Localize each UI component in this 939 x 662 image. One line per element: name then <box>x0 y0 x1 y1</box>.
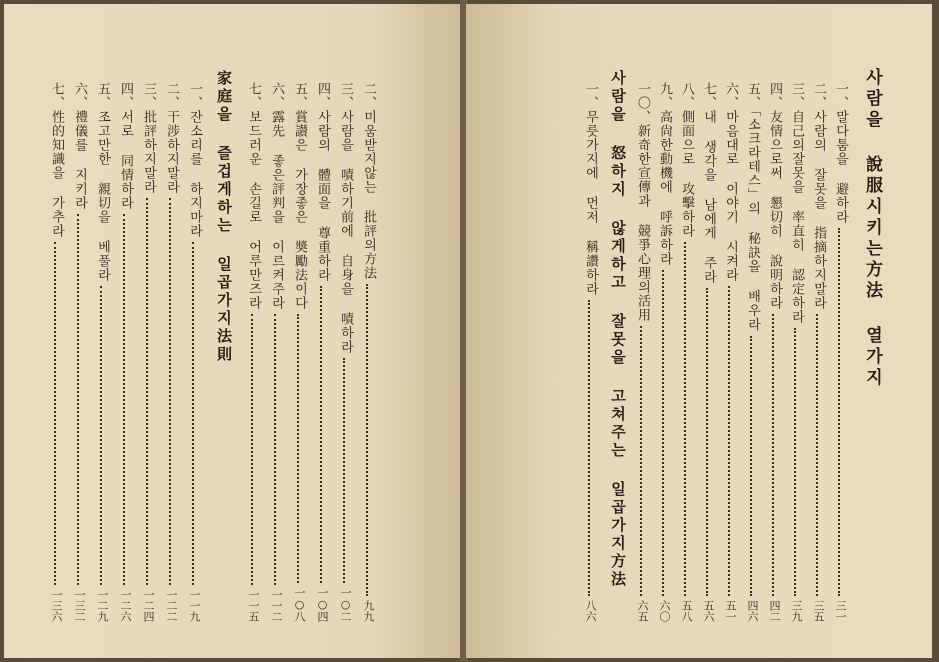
toc-entry-text: 一、무릇가지에 먼저 稱讚하라 <box>583 82 598 296</box>
right-page <box>466 4 932 658</box>
dot-leader <box>343 358 347 583</box>
toc-entry-page: 六五 <box>636 600 649 622</box>
toc-entry-page: 一○四 <box>316 587 329 622</box>
dot-leader <box>297 314 301 583</box>
toc-entry-text: 九、高尙한動機에 呼訴하라 <box>657 82 672 266</box>
toc-entry-page: 一一二 <box>270 589 283 622</box>
toc-entry <box>764 82 784 622</box>
toc-entry <box>115 82 135 622</box>
toc-entry-page: 一一九 <box>188 589 201 622</box>
toc-entry-page: 四六 <box>746 600 759 622</box>
section-title: 家庭을 즐겁게하는 일곱가지法則 <box>215 70 233 364</box>
section-heading <box>606 70 630 630</box>
dot-leader <box>816 314 820 596</box>
toc-entry-page: 五八 <box>680 600 693 622</box>
toc-entry <box>654 82 674 622</box>
toc-entry <box>580 82 600 622</box>
toc-entry <box>92 82 112 622</box>
toc-entry <box>786 82 806 622</box>
toc-entry-text: 八、側面으로 攻擊하라 <box>679 82 694 238</box>
section-heading <box>212 70 236 630</box>
toc-entry-text: 一、말다툼을 避하라 <box>833 82 848 224</box>
toc-entry-page: 一二二 <box>165 589 178 622</box>
dot-leader <box>77 214 81 585</box>
toc-entry <box>184 82 204 622</box>
dot-leader <box>54 242 58 585</box>
toc-entry-page: 一○八 <box>293 587 306 622</box>
dot-leader <box>750 336 754 597</box>
dot-leader <box>588 300 592 596</box>
toc-entry <box>742 82 762 622</box>
toc-entry-text: 七、보드러운 손길로 어루만즈라 <box>246 82 261 310</box>
dot-leader <box>251 314 255 585</box>
toc-entry-text: 三、사람을 嘖하기前에 自身을 嘖하라 <box>338 82 353 354</box>
toc-entry-page: 三五 <box>812 600 825 622</box>
dot-leader <box>100 286 104 585</box>
toc-entry-text: 三、自己의잘못을 率直히 認定하라 <box>789 82 804 324</box>
toc-entry-page: 八六 <box>584 600 597 622</box>
toc-entry-page: 一二九 <box>96 589 109 622</box>
toc-entry-page: 一二四 <box>142 589 155 622</box>
dot-leader <box>123 214 127 585</box>
toc-entry-text: 四、友情으로써 懇切히 說明하라 <box>767 82 782 310</box>
toc-entry-page: 五一 <box>724 600 737 622</box>
dot-leader <box>366 284 370 596</box>
toc-entry <box>138 82 158 622</box>
toc-entry <box>312 82 332 622</box>
toc-entry <box>698 82 718 622</box>
toc-entry-page: 九九 <box>362 600 375 622</box>
toc-entry-text: 七、내 생각을 남에게 주라 <box>701 82 716 284</box>
toc-entry-text: 五、賞讃은 가장좋은 奬勵法이다 <box>292 82 307 310</box>
toc-entry <box>720 82 740 622</box>
toc-entry-page: 五六 <box>702 600 715 622</box>
toc-entry-page: 三一 <box>834 600 847 622</box>
dot-leader <box>772 314 776 596</box>
left-page <box>4 4 462 658</box>
toc-entry <box>289 82 309 622</box>
toc-entry <box>358 82 378 622</box>
toc-entry-page: 一一五 <box>247 589 260 622</box>
dot-leader <box>794 328 798 596</box>
dot-leader <box>838 228 842 596</box>
dot-leader <box>169 198 173 585</box>
dot-leader <box>706 288 710 596</box>
toc-entry <box>632 82 652 622</box>
toc-entry-page: 三九 <box>790 600 803 622</box>
toc-entry <box>266 82 286 622</box>
toc-entry-page: 四二 <box>768 600 781 622</box>
dot-leader <box>320 286 324 583</box>
toc-entry <box>808 82 828 622</box>
toc-entry <box>161 82 181 622</box>
dot-leader <box>684 242 688 596</box>
toc-entry-text: 一、잔소리를 하지마라 <box>187 82 202 238</box>
section-title: 사람을 怒하지 않게하고 잘못을 고쳐주는 일곱가지方法 <box>609 70 627 589</box>
toc-entry-text: 一〇、新奇한宣傳과 競爭心理의活用 <box>635 82 650 322</box>
dot-leader <box>728 286 732 596</box>
dot-leader <box>662 270 666 596</box>
toc-entry-page: 一三二 <box>73 589 86 622</box>
dot-leader <box>274 314 278 585</box>
toc-entry-page: 一○二 <box>339 587 352 622</box>
toc-entry-text: 四、사람의 體面을 尊重하라 <box>315 82 330 282</box>
toc-entry <box>830 82 850 622</box>
toc-entry-page: 六〇 <box>658 600 671 622</box>
toc-entry <box>676 82 696 622</box>
dot-leader <box>640 326 644 596</box>
section-title: 사람을 說服시키는方法 열가지 <box>862 68 882 389</box>
toc-entry-page: 一二六 <box>119 589 132 622</box>
toc-entry-text: 二、干涉하지말라 <box>164 82 179 194</box>
toc-entry-text: 六、露先 좋은評判을 이르켜주라 <box>269 82 284 310</box>
dot-leader <box>146 198 150 585</box>
toc-entry-text: 五、조고만한 親切을 베풀라 <box>95 82 110 282</box>
toc-entry-text: 七、性的知識을 가추라 <box>49 82 64 238</box>
toc-entry-text: 二、미움받지않는 批評의方法 <box>361 82 376 280</box>
dot-leader <box>192 242 196 585</box>
toc-entry-text: 四、서로 同情하라 <box>118 82 133 210</box>
toc-entry <box>243 82 263 622</box>
toc-entry <box>69 82 89 622</box>
toc-entry-text: 六、禮儀를 지키라 <box>72 82 87 210</box>
toc-entry-text: 三、批評하지말라 <box>141 82 156 194</box>
section-heading <box>858 68 886 628</box>
toc-entry <box>46 82 66 622</box>
toc-entry <box>335 82 355 622</box>
toc-entry-text: 五、「소크라테스」의 秘訣을 배우라 <box>745 82 760 332</box>
toc-entry-page: 一三六 <box>50 589 63 622</box>
toc-entry-text: 二、사람의 잘못을 指摘하지말라 <box>811 82 826 310</box>
toc-entry-text: 六、마음대로 이야기 시켜라 <box>723 82 738 282</box>
